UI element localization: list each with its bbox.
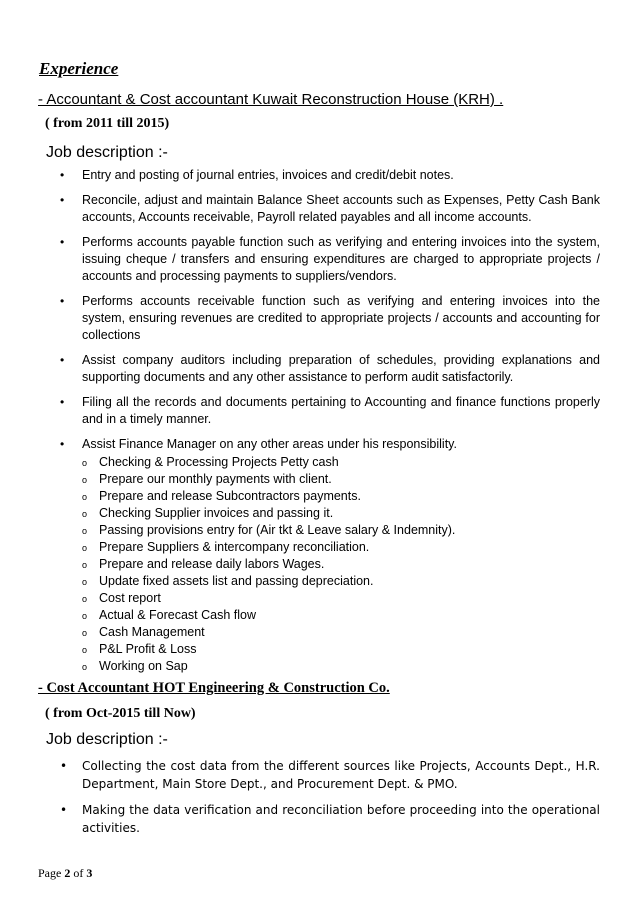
circle-bullet-icon: o	[82, 475, 88, 485]
list-item: • Assist company auditors including preparation of schedules, providing explanations and supporting documents and any other assistance to perform audit satisfactorily.	[60, 353, 600, 384]
bullet-icon: •	[60, 759, 68, 773]
bullet-icon: •	[60, 168, 65, 182]
circle-bullet-icon: o	[82, 543, 88, 553]
circle-bullet-icon: o	[82, 509, 88, 519]
sub-item-list	[82, 454, 600, 675]
bullet-icon: •	[60, 803, 68, 817]
bullet-icon: •	[60, 235, 65, 249]
circle-bullet-icon: o	[82, 577, 88, 587]
circle-bullet-icon: o	[82, 628, 88, 638]
sub-list-item: o Checking Supplier invoices and passing it.	[82, 505, 600, 522]
of-word: of	[73, 866, 84, 880]
total-pages: 3	[86, 866, 93, 880]
job2-description-label: Job description :-	[46, 731, 168, 748]
sub-list-item: o Cash Management	[82, 624, 600, 641]
sub-list-item: o Prepare Suppliers & intercompany reconciliation.	[82, 539, 600, 556]
sub-list-item: o Cost report	[82, 590, 600, 607]
list-item: • Reconcile, adjust and maintain Balance Sheet accounts such as Expenses, Petty Cash Bank accounts, Accounts receivable, Payroll related payables and all income accounts.	[60, 193, 600, 224]
bullet-icon: •	[60, 294, 65, 308]
bullet-icon: •	[60, 395, 65, 409]
sub-list-item: o Prepare and release Subcontractors payments.	[82, 488, 600, 505]
circle-bullet-icon: o	[82, 458, 88, 468]
circle-bullet-icon: o	[82, 662, 88, 672]
sub-list-item: o Actual & Forecast Cash flow	[82, 607, 600, 624]
sub-list-item: o P&L Profit & Loss	[82, 641, 600, 658]
bullet-icon: •	[60, 193, 65, 207]
list-item: • Performs accounts receivable function such as verifying and entering invoices into the system, ensuring revenues are credited to appropriate projects / accounts and accounting for collections	[60, 294, 600, 342]
job2-title: - Cost Accountant HOT Engineering & Construction Co.	[38, 680, 390, 696]
circle-bullet-icon: o	[82, 492, 88, 502]
circle-bullet-icon: o	[82, 645, 88, 655]
list-item: • Performs accounts payable function such as verifying and entering invoices into the system, issuing cheque / transfers and ensuring expenditures are charged to appropriate projects / accounts and processing payments to suppliers/vendors.	[60, 235, 600, 283]
list-item: • Assist Finance Manager on any other areas under his responsibility. o Checking & Processing Projects Petty cash o Prepare our monthly payments with client. o Prepare and release Subcontractors payments. o Checking Supplier invoices and passing it. o Passing provisions entry for (Air tkt & Leave salary & Indemnity). o Prepare Suppliers & intercompany reconciliation. o Prepare and release daily labors Wages. o Update fixed assets list and passing depreciation. o Cost report o Actual & Forecast Cash flow o Cash Management o P&L Profit & Loss o Working on Sap	[60, 436, 600, 675]
bullet-icon: •	[60, 353, 65, 367]
list-item: • Entry and posting of journal entries, invoices and credit/debit notes.	[60, 168, 454, 182]
job2-bullet-list	[60, 757, 600, 845]
page-footer	[38, 866, 92, 881]
list-item: • Filing all the records and documents pertaining to Accounting and finance functions properly and in a timely manner.	[60, 395, 600, 426]
sub-list-item: o Working on Sap	[82, 658, 600, 675]
job1-bullet-list	[60, 167, 600, 683]
bullet-icon: •	[60, 437, 65, 451]
job1-description-label: Job description :-	[46, 144, 168, 161]
circle-bullet-icon: o	[82, 560, 88, 570]
sub-list-item: o Prepare and release daily labors Wages.	[82, 556, 600, 573]
job1-period: ( from 2011 till 2015)	[45, 116, 170, 131]
sub-list-item: o Prepare our monthly payments with client.	[82, 471, 600, 488]
page-number: 2	[64, 866, 71, 880]
sub-list-item: o Passing provisions entry for (Air tkt & Leave salary & Indemnity).	[82, 522, 600, 539]
circle-bullet-icon: o	[82, 611, 88, 621]
job1-title: - Accountant & Cost accountant Kuwait Reconstruction House (KRH) .	[38, 91, 504, 108]
job2-period: ( from Oct-2015 till Now)	[45, 706, 196, 721]
sub-list-item: o Update fixed assets list and passing depreciation.	[82, 573, 600, 590]
list-item: • Making the data verification and reconciliation before proceeding into the operational activities.	[60, 803, 600, 835]
circle-bullet-icon: o	[82, 594, 88, 604]
experience-heading: Experience	[39, 59, 119, 78]
list-item: • Collecting the cost data from the different sources like Projects, Accounts Dept., H.R. Department, Main Store Dept., and Procurement Dept. & PMO.	[60, 759, 600, 791]
sub-list-item: o Checking & Processing Projects Petty cash	[82, 454, 600, 471]
circle-bullet-icon: o	[82, 526, 88, 536]
page-word: Page	[38, 866, 62, 880]
